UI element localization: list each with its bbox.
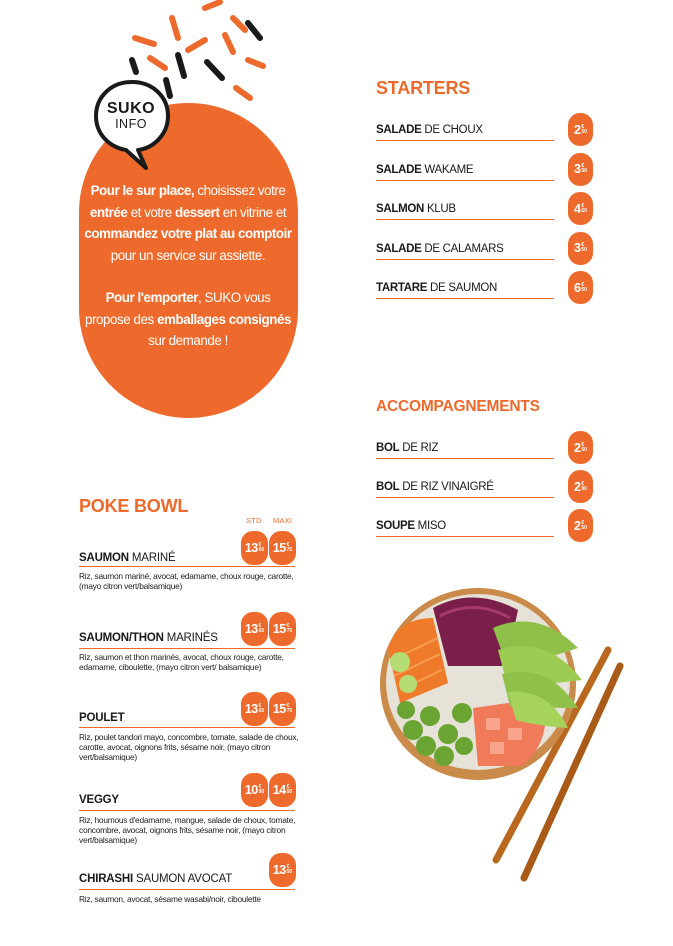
- poke-item-description: Riz, houmous d'edamame, mangue, salade de choux, tomate, concombre, avocat, oignons frits, sésame noir, (mayo citron vert/balsamique): [79, 815, 296, 846]
- price-badge: [241, 773, 268, 807]
- menu-item-name: BOL DE RIZ VINAIGRÉ: [376, 481, 494, 493]
- price-cents: 50: [581, 446, 587, 453]
- price-euros: 2: [574, 518, 581, 533]
- euro-sign: €: [286, 623, 290, 629]
- poke-item-name: SAUMON/THON MARINÉS: [79, 632, 218, 644]
- euro-sign: €: [286, 703, 290, 709]
- menu-item: [376, 117, 594, 147]
- menu-item-name: TARTARE DE SAUMON: [376, 282, 497, 294]
- price-badge: [568, 271, 593, 304]
- price-cents: 70: [286, 628, 293, 634]
- menu-item: [376, 236, 594, 266]
- info-text-run: Pour l'emporter: [105, 290, 198, 305]
- poke-item-description: Riz, saumon, avocat, sésame wasabi/noir, ciboulette: [79, 894, 261, 904]
- info-dine-in-paragraph: [82, 180, 294, 266]
- menu-item-name: SALMON KLUB: [376, 203, 456, 215]
- divider: [79, 648, 295, 649]
- bubble-subtitle: INFO: [115, 117, 147, 131]
- price-badge: [241, 692, 268, 726]
- divider: [376, 298, 554, 299]
- euro-sign: €: [581, 441, 585, 448]
- poke-item-name: POULET: [79, 712, 125, 724]
- price-cents: 50: [581, 524, 587, 531]
- euro-sign: €: [286, 784, 290, 790]
- price-euros: 2: [574, 122, 581, 137]
- price-euros: 3: [574, 241, 581, 255]
- price-badge: [568, 153, 593, 186]
- price-euros: 15: [272, 702, 286, 716]
- price-badge: [568, 431, 593, 464]
- price-badge: [568, 232, 593, 265]
- price-euros: 15: [272, 541, 286, 555]
- divider: [376, 219, 554, 220]
- menu-item: [376, 275, 594, 305]
- price-badge: [241, 612, 268, 646]
- price-euros: 2: [574, 440, 581, 455]
- info-text-run: pour un service sur assiette.: [110, 247, 266, 263]
- euro-sign: €: [258, 623, 262, 629]
- price-euros: 13: [272, 863, 286, 877]
- info-text-run: en vitrine et: [219, 204, 287, 220]
- price-euros: 14: [272, 783, 286, 797]
- divider: [79, 810, 295, 811]
- menu-item: [376, 157, 594, 187]
- euro-sign: €: [581, 480, 585, 487]
- price-cents: 50: [286, 789, 293, 795]
- price-euros: 2: [574, 479, 581, 494]
- price-cents: 50: [581, 207, 587, 214]
- price-euros: 4: [574, 201, 581, 216]
- price-badge: [568, 113, 593, 146]
- info-text: [82, 180, 294, 352]
- info-text-run: dessert: [174, 204, 220, 220]
- price-badge: [269, 773, 296, 807]
- size-maxi-label: MAXI: [273, 516, 293, 525]
- info-text-run: commandez votre plat au comptoir: [84, 226, 292, 241]
- price-cents: 50: [258, 628, 265, 634]
- poke-item-name: VEGGY: [79, 794, 119, 806]
- poke-item-description: Riz, poulet tandori mayo, concombre, tomate, salade de choux, carotte, avocat, oignons frits, sésame noir, (mayo citron vert/balsamique): [79, 732, 299, 763]
- euro-sign: €: [581, 242, 585, 248]
- price-euros: 13: [244, 541, 258, 555]
- euro-sign: €: [581, 281, 585, 288]
- info-text-run: sur demande !: [148, 333, 228, 348]
- menu-item: [376, 513, 594, 543]
- info-text-run: et votre: [127, 204, 175, 220]
- price-euros: 6: [574, 280, 581, 295]
- price-badge: [269, 612, 296, 646]
- poke-item-name: CHIRASHI SAUMON AVOCAT: [79, 873, 233, 885]
- price-cents: 70: [286, 708, 293, 714]
- price-cents: 90: [258, 789, 265, 795]
- price-cents: 50: [581, 128, 587, 135]
- price-badge: [269, 531, 296, 565]
- divider: [376, 536, 554, 537]
- info-text-run: choisissez votre: [194, 183, 286, 198]
- price-badge: [241, 531, 268, 565]
- price-euros: 15: [272, 622, 286, 636]
- bubble-label: [96, 101, 166, 132]
- price-badge: [568, 192, 593, 225]
- menu-item-name: SALADE DE CHOUX: [376, 124, 483, 136]
- info-text-run: , SUKO vous propose des: [85, 290, 271, 327]
- euro-sign: €: [581, 202, 585, 209]
- divider: [376, 458, 554, 459]
- price-euros: 10: [244, 783, 258, 797]
- price-badge: [269, 692, 296, 726]
- price-cents: 50: [581, 286, 587, 293]
- divider: [79, 727, 295, 728]
- price-badge: [269, 853, 296, 887]
- euro-sign: €: [258, 784, 262, 790]
- menu-item: [376, 435, 594, 465]
- starters-title: STARTERS: [376, 78, 471, 98]
- euro-sign: €: [581, 519, 585, 526]
- menu-item: [376, 196, 594, 226]
- euro-sign: €: [581, 123, 585, 130]
- price-cents: 50: [286, 869, 293, 875]
- divider: [376, 259, 554, 260]
- price-badge: [568, 470, 593, 503]
- menu-item: [376, 474, 594, 504]
- divider: [376, 497, 554, 498]
- poke-item-description: Riz, saumon et thon marinés, avocat, choux rouge, carotte, edamame, ciboulette, (mayo citron vert/ balsamique): [79, 652, 284, 673]
- divider: [376, 140, 554, 141]
- euro-sign: €: [258, 703, 262, 709]
- price-euros: 13: [244, 702, 258, 716]
- price-cents: 70: [286, 547, 293, 553]
- price-cents: 50: [258, 547, 265, 553]
- price-euros: 13: [244, 622, 258, 636]
- poke-item-name: SAUMON MARINÉ: [79, 552, 176, 564]
- menu-item-name: SALADE DE CALAMARS: [376, 242, 504, 255]
- poke-bowl-illustration: [378, 588, 634, 888]
- divider: [79, 889, 295, 890]
- info-text-run: entrée: [89, 204, 128, 220]
- divider: [376, 180, 554, 181]
- poke-item-description: Riz, saumon mariné, avocat, edamame, choux rouge, carotte, (mayo citron vert/balsamique): [79, 571, 294, 592]
- bubble-title: SUKO: [106, 100, 156, 117]
- menu-item-name: BOL DE RIZ: [376, 442, 439, 454]
- euro-sign: €: [286, 864, 290, 870]
- price-cents: 50: [258, 708, 265, 714]
- divider: [79, 566, 295, 567]
- sides-title: ACCOMPAGNEMENTS: [376, 398, 540, 415]
- info-text-run: emballages consignés: [157, 311, 291, 327]
- euro-sign: €: [258, 542, 262, 548]
- menu-item-name: SOUPE MISO: [376, 520, 446, 532]
- euro-sign: €: [581, 163, 585, 169]
- menu-item-name: SALADE WAKAME: [376, 163, 474, 176]
- price-cents: 50: [581, 168, 587, 174]
- price-euros: 3: [574, 162, 581, 176]
- euro-sign: €: [286, 542, 290, 548]
- info-text-run: Pour le sur place,: [90, 183, 195, 198]
- price-badge: [568, 509, 593, 542]
- poke-title: POKE BOWL: [79, 496, 189, 516]
- size-std-label: STD: [246, 516, 262, 525]
- price-cents: 50: [581, 247, 587, 253]
- price-cents: 90: [581, 485, 587, 492]
- info-takeaway-paragraph: [82, 287, 294, 352]
